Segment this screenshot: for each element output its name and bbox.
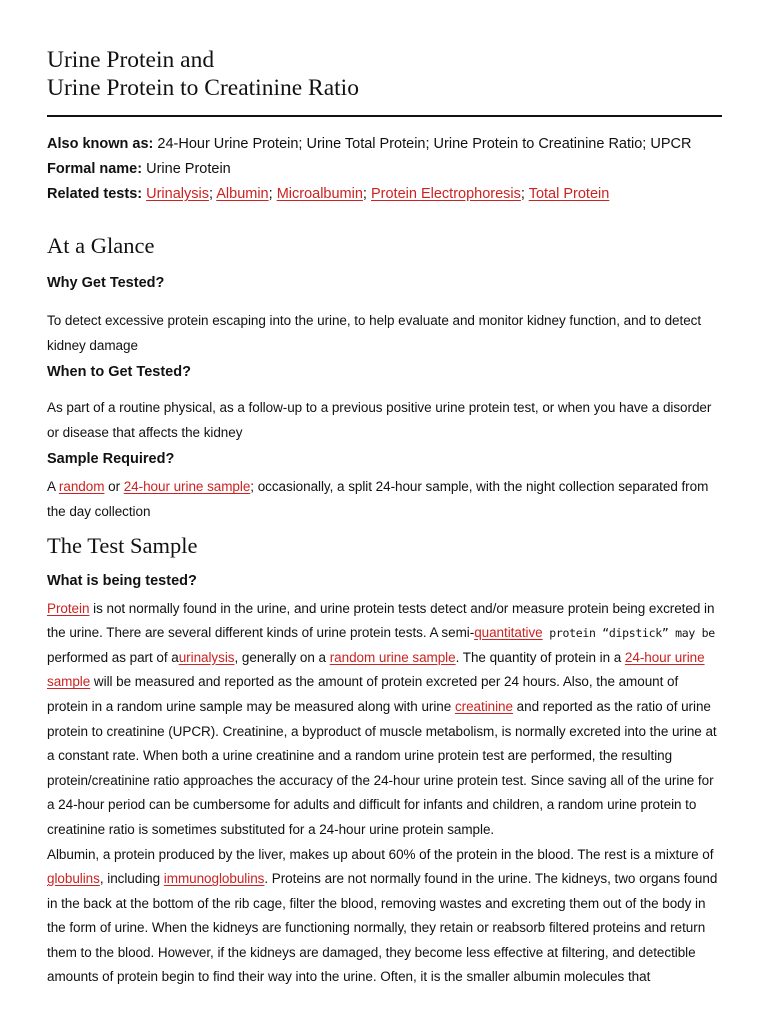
text-run: . The quantity of protein in a <box>455 649 625 665</box>
document-page <box>47 0 722 990</box>
also-known-as-label: Also known as: <box>47 136 154 152</box>
related-test-link-protein-electrophoresis[interactable]: Protein Electrophoresis <box>370 186 521 202</box>
text-run: performed as part of a <box>47 649 179 665</box>
text-run: is not normally found in the urine, and urine protein tests detect and/or measure protein being excreted in the urine. There are several different kinds of urine protein tests. A semi- <box>47 600 715 641</box>
link-quantitative[interactable]: quantitative <box>474 625 543 641</box>
test-metadata <box>47 132 722 207</box>
why-get-tested-heading: Why Get Tested? <box>47 275 165 291</box>
related-test-separator: ; <box>520 186 529 202</box>
why-get-tested-text: To detect excessive protein escaping into the urine, to help evaluate and monitor kidney function, and to detect kidney damage <box>47 313 702 353</box>
formal-name-row <box>47 157 722 182</box>
link-urinalysis[interactable]: urinalysis <box>178 649 235 665</box>
link-immunoglobulins[interactable]: immunoglobulins <box>163 871 265 887</box>
related-tests-row <box>47 182 722 207</box>
text-run: , generally on a <box>234 649 330 665</box>
what-is-tested-paragraph-1 <box>47 597 722 843</box>
formal-name-value: Urine Protein <box>142 161 231 177</box>
also-known-as-row <box>47 132 722 157</box>
also-known-as-value: 24-Hour Urine Protein; Urine Total Protein; Urine Protein to Creatinine Ratio; UPCR <box>153 136 692 152</box>
section-heading-at-a-glance: At a Glance <box>47 233 155 258</box>
what-is-being-tested-heading: What is being tested? <box>47 572 197 589</box>
link-24-hour-urine-sample[interactable]: 24-hour urine sample <box>123 479 251 495</box>
text-run: . Proteins are not normally found in the urine. The kidneys, two organs found in the back at the bottom of the rib cage, filter the blood, removing wastes and excreting them out of the body in the form of urine. When the kidneys are functioning normally, they retain or reabsorb filtered proteins and return them to the blood. However, if the kidneys are damaged, they become less effective at filtering, and detectible amounts of protein begin to find their way into the urine. Often, it is the smaller albumin molecules that <box>47 871 718 985</box>
text-run: will be measured and reported as the amount of protein excreted per 24 hours. Also, the amount of protein in a random urine sample may be measured along with urine <box>47 674 679 714</box>
related-test-separator: ; <box>268 186 277 202</box>
related-test-separator: ; <box>208 186 217 202</box>
title-divider <box>47 115 722 117</box>
text-run: Albumin, a protein produced by the liver, makes up about 60% of the protein in the blood. The rest is a mixture of <box>47 846 714 862</box>
text-run: protein “dipstick” may be <box>542 626 715 641</box>
text-run: or <box>104 479 124 495</box>
text-run: A <box>47 479 59 495</box>
related-tests-links <box>146 186 609 202</box>
related-test-link-microalbumin[interactable]: Microalbumin <box>276 186 363 202</box>
link-creatinine[interactable]: creatinine <box>454 698 513 714</box>
related-test-link-albumin[interactable]: Albumin <box>216 186 269 202</box>
link-24-hour-urine-sample[interactable]: 24-hour urine sample <box>47 649 705 690</box>
link-globulins[interactable]: globulins <box>47 871 100 887</box>
related-tests-label: Related tests: <box>47 186 143 202</box>
text-run: , including <box>99 871 164 887</box>
sample-required-heading: Sample Required? <box>47 451 175 468</box>
title-line-2: Urine Protein to Creatinine Ratio <box>47 75 359 101</box>
link-protein[interactable]: Protein <box>47 600 90 616</box>
when-to-get-tested-heading: When to Get Tested? <box>47 364 191 381</box>
document-title <box>47 46 722 102</box>
section-heading-test-sample: The Test Sample <box>47 532 198 558</box>
related-test-link-total-protein[interactable]: Total Protein <box>528 186 610 202</box>
title-line-1: Urine Protein and <box>47 47 215 73</box>
what-is-tested-paragraph-2 <box>47 843 722 991</box>
link-random-urine-sample[interactable]: random urine sample <box>329 649 456 665</box>
when-to-get-tested-text: As part of a routine physical, as a follow-up to a previous positive urine protein test, or when you have a disorder or disease that affects the kidney <box>47 400 712 440</box>
related-test-link-urinalysis[interactable]: Urinalysis <box>146 186 209 202</box>
related-test-separator: ; <box>362 186 371 202</box>
text-run: and reported as the ratio of urine protein to creatinine (UPCR). Creatinine, a byproduct of muscle metabolism, is normally excreted into the urine at a constant rate. When both a urine creatinine and a random urine protein test are performed, the resulting protein/creatinine ratio approaches the accuracy of the 24-hour urine protein test. Since saving all of the urine for a 24-hour period can be cumbersome for adults and difficult for infants and children, a random urine protein to creatinine ratio is sometimes substituted for a 24-hour urine protein sample. <box>47 698 717 837</box>
text-run: ; occasionally, a split 24-hour sample, with the night collection separated from the day collection <box>47 479 709 519</box>
sample-required-text <box>47 475 722 524</box>
formal-name-label: Formal name: <box>47 161 143 177</box>
link-random[interactable]: random <box>58 479 105 495</box>
